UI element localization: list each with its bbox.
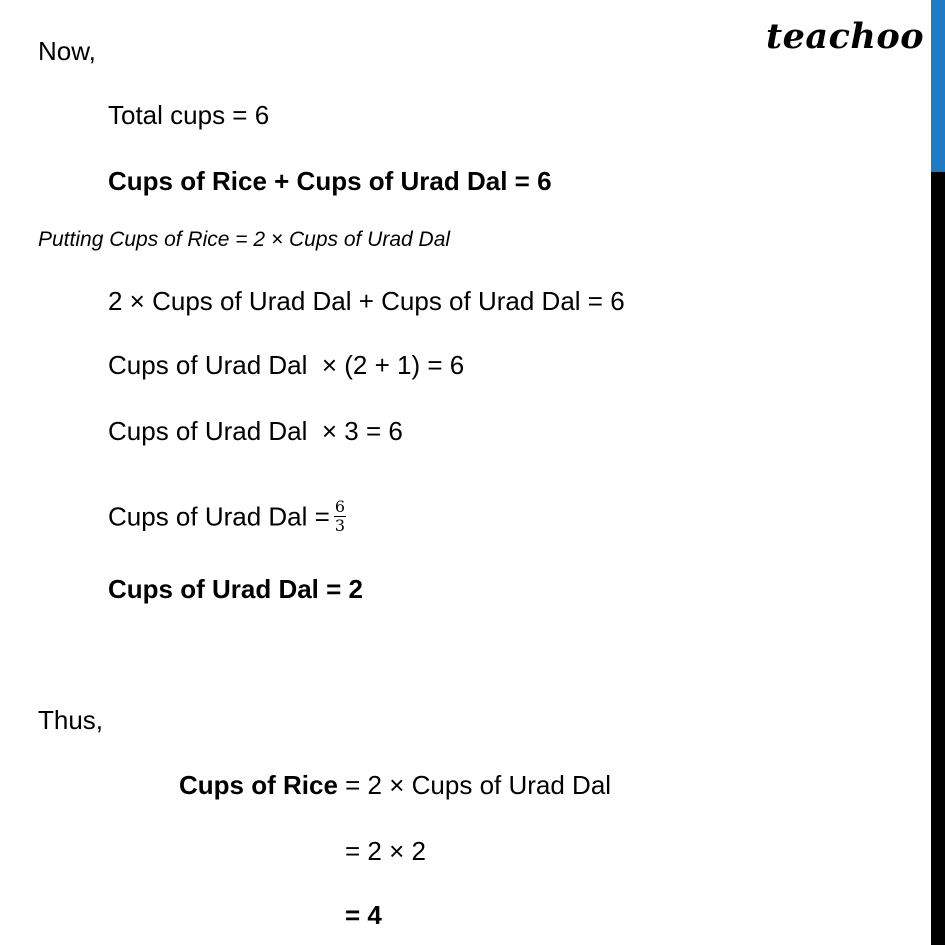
fraction-denominator: 3 bbox=[334, 516, 346, 535]
rice-step-line: = 2 × 2 bbox=[345, 836, 426, 866]
urad-result-line: Cups of Urad Dal = 2 bbox=[108, 574, 363, 604]
thus-text: Thus, bbox=[38, 705, 104, 735]
rice-result-line: = 4 bbox=[345, 900, 382, 930]
rice-equation-rhs: = 2 × Cups of Urad Dal bbox=[337, 770, 612, 800]
fraction-numerator: 6 bbox=[334, 497, 346, 516]
total-cups-line: Total cups = 6 bbox=[108, 100, 270, 130]
substituted-line: 2 × Cups of Urad Dal + Cups of Urad Dal = 6 bbox=[108, 286, 625, 316]
simplified-line: Cups of Urad Dal × 3 = 6 bbox=[108, 416, 403, 446]
factored-line: Cups of Urad Dal × (2 + 1) = 6 bbox=[108, 350, 465, 380]
now-text: Now, bbox=[38, 36, 96, 66]
teachoo-logo: teachoo bbox=[766, 16, 925, 57]
rice-equation-line bbox=[179, 770, 611, 800]
fraction bbox=[334, 498, 346, 535]
putting-note-line: Putting Cups of Rice = 2 × Cups of Urad Dal bbox=[38, 228, 451, 251]
division-line bbox=[108, 497, 346, 537]
sum-equation-line: Cups of Rice + Cups of Urad Dal = 6 bbox=[108, 166, 552, 196]
rice-label: Cups of Rice bbox=[179, 770, 338, 800]
scrollbar-thumb[interactable] bbox=[931, 0, 945, 172]
division-lhs: Cups of Urad Dal = bbox=[108, 501, 330, 532]
